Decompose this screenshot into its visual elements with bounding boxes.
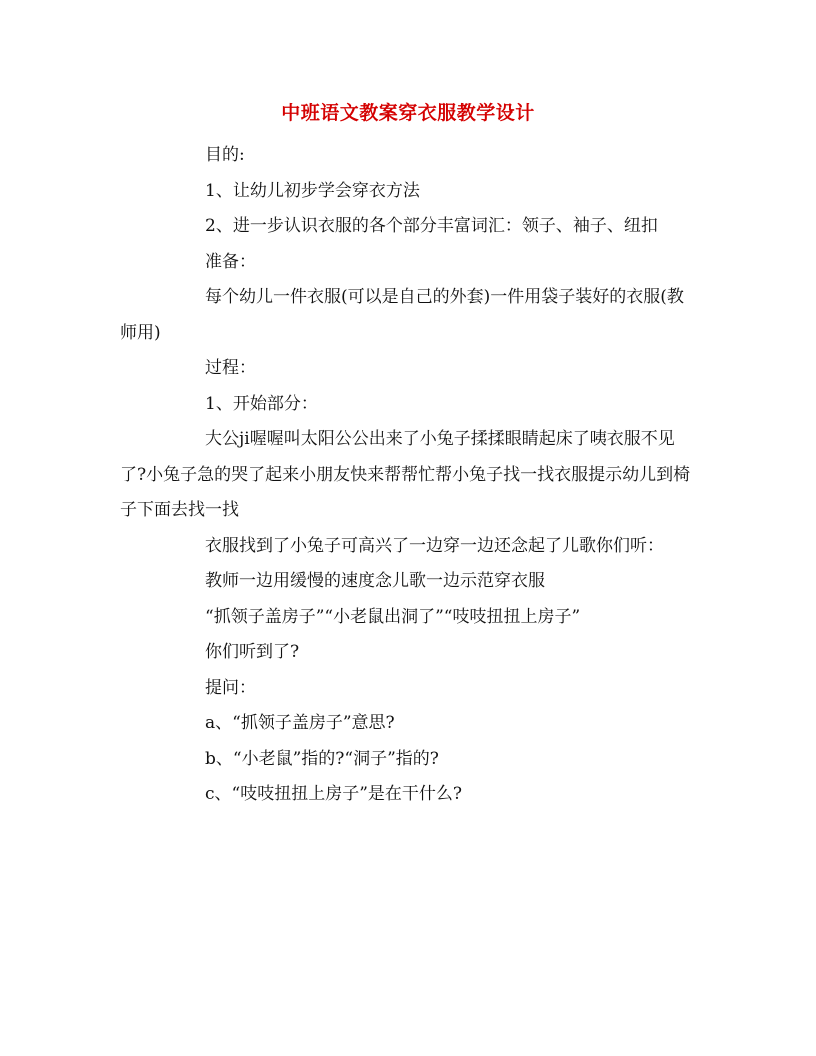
paragraph-question-heard: 你们听到了? [205, 642, 300, 662]
paragraph-process-heading: 过程： [205, 358, 256, 378]
paragraph-start-section: 1、开始部分： [205, 393, 318, 414]
paragraph-song-intro: 衣服找到了小兔子可高兴了一边穿一边还念起了儿歌你们听： [205, 535, 664, 556]
document-body [120, 138, 695, 813]
paragraph-preparation-heading: 准备： [205, 251, 256, 272]
paragraph-preparation: 每个幼儿一件衣服(可以是自己的外套)一件用袋子装好的衣服(教师用) [120, 287, 684, 343]
paragraph-purpose-heading: 目的: [205, 145, 245, 165]
paragraph-purpose-1: 1、让幼儿初步学会穿衣方法 [205, 180, 420, 201]
paragraph-song-lines: “抓领子盖房子”“小老鼠出洞了”“吱吱扭扭上房子” [205, 606, 581, 627]
paragraph-questions-heading: 提问： [205, 677, 256, 698]
paragraph-question-b: b、“小老鼠”指的?“洞子”指的? [205, 748, 439, 769]
paragraph-purpose-2: 2、进一步认识衣服的各个部分丰富词汇：领子、袖子、纽扣 [205, 216, 658, 236]
document-title: 中班语文教案穿衣服教学设计 [281, 102, 535, 124]
paragraph-question-c: c、“吱吱扭扭上房子”是在干什么? [205, 784, 463, 804]
paragraph-story: 大公ji喔喔叫太阳公公出来了小兔子揉揉眼睛起床了咦衣服不见了?小兔子急的哭了起来小朋友快来帮帮忙帮小兔子找一找衣服提示幼儿到椅子下面去找一找 [120, 429, 691, 520]
paragraph-teacher-demo: 教师一边用缓慢的速度念儿歌一边示范穿衣服 [205, 571, 545, 591]
paragraph-question-a: a、“抓领子盖房子”意思? [205, 713, 395, 733]
